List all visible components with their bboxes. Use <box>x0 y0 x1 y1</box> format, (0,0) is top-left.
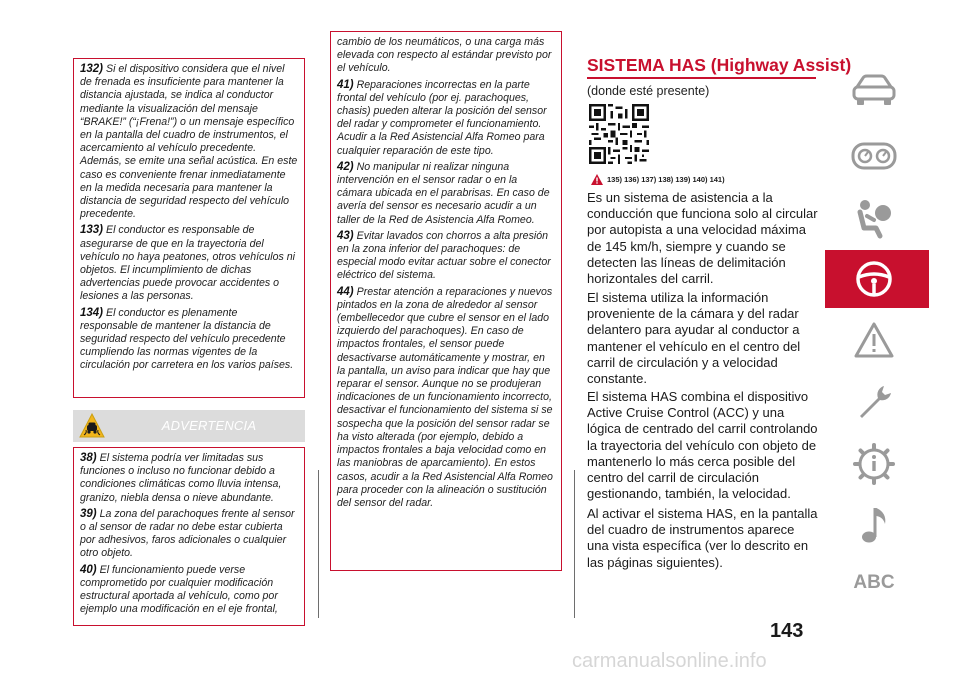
note-text: El conductor es plenamente responsable de mantener la distancia de seguridad respecto del vehículo precedente cumpliendo las normas vigentes de la circulación por carretera en los varios países. <box>80 306 294 372</box>
note-42 <box>337 161 555 227</box>
qr-code-icon[interactable] <box>589 104 649 164</box>
sidebar-item-car[interactable] <box>838 62 910 118</box>
sidebar-item-safety[interactable] <box>838 190 910 246</box>
note-text: La zona del parachoques frente al sensor o al sensor de radar no debe estar cubierta por adhesivos, faros adicionales o cualquier otro objeto. <box>80 507 295 560</box>
note-number: 39) <box>80 507 97 520</box>
note-134 <box>80 307 298 373</box>
note-number: 42) <box>337 160 354 173</box>
section-subtitle: (donde esté presente) <box>587 84 710 98</box>
note-39 <box>80 508 298 561</box>
note-number: 133) <box>80 224 104 237</box>
note-41 <box>337 79 555 158</box>
section-title: SISTEMA HAS (Highway Assist) <box>587 55 852 75</box>
note-number: 41) <box>337 78 354 91</box>
sidebar-item-index[interactable]: ABC <box>853 572 895 593</box>
sidebar-item-driving[interactable] <box>838 251 910 307</box>
airbag-seat-icon <box>852 196 896 240</box>
body-paragraph: El sistema utiliza la información proveniente de la cámara y del radar delantero para ayudar al conductor a mantener el vehículo en el centro del carril de circulación y a velocidad constante. <box>587 290 801 387</box>
note-text: Evitar lavados con chorros a alta presión en la zona inferior del parachoques: de especial modo evitar actuar sobre el conector eléctrico del sistema. <box>337 229 551 282</box>
body-paragraph: Al activar el sistema HAS, en la pantalla del cuadro de instrumentos aparece una vista específica (ver lo descrito en las páginas siguientes). <box>587 506 818 570</box>
warning-title: ADVERTENCIA <box>161 418 257 433</box>
section-title-rule <box>587 77 816 79</box>
car-skid-warning-icon <box>79 413 105 439</box>
note-number: 43) <box>337 229 354 242</box>
note-text: cambio de los neumáticos, o una carga más elevada con respecto al estándar previsto por el vehículo. <box>337 36 552 75</box>
info-gear-icon <box>853 443 895 485</box>
note-number: 40) <box>80 563 97 576</box>
note-text: Reparaciones incorrectas en la parte frontal del vehículo (por ej. parachoques, chasis) pueden alterar la posición del sensor del radar y comprometer el funcionamiento. Acudir a la Red Asistencial Alfa Romeo para cualquier reparación de este tipo. <box>337 78 547 157</box>
body-paragraph: Es un sistema de asistencia a la conducción que funciona solo al circular por autopista a una velocidad máxima de 145 km/h, siempre y cuando se detecten las líneas de delimitación horizontales del carril. <box>587 190 818 287</box>
page-number: 143 <box>770 620 804 642</box>
warning-triangle-icon <box>853 321 895 359</box>
instrument-cluster-icon <box>851 141 897 171</box>
note-40 <box>80 564 298 617</box>
note-number: 132) <box>80 63 104 75</box>
notes-box-132-134 <box>73 58 305 398</box>
notes-box-38-40 <box>73 447 305 626</box>
sidebar-item-emergency[interactable] <box>838 312 910 368</box>
wrench-icon <box>854 382 894 422</box>
sidebar-item-maintenance[interactable] <box>838 374 910 430</box>
reference-list: 135) 136) 137) 138) 139) 140) 141) <box>607 174 725 184</box>
note-number: 44) <box>337 285 354 298</box>
sidebar-item-instrument-cluster[interactable] <box>838 128 910 184</box>
warning-references <box>591 171 725 187</box>
note-44 <box>337 286 555 510</box>
steering-wheel-icon <box>854 259 894 299</box>
note-text: Si el dispositivo considera que el nivel de frenada es insuficiente para mantener la distancia ajustada, se indica al conductor mediante la visualización del mensaje “BRAKE!” (“¡Frena!”) o un mensaje específico en la pantalla del cuadro de instrumentos, el acercamiento al vehículo precedente. Además, se emite una señal acústica. En este caso es conveniente frenar inmediatamente en la medida necesaria para mantener la distancia de seguridad respecto del vehículo precedente. <box>80 63 298 221</box>
note-continued <box>337 36 555 76</box>
body-paragraph: El sistema HAS combina el dispositivo Active Cruise Control (ACC) y una lógica de centrado del carril controlando la trayectoria del vehículo con objeto de mantenerlo lo más cerca posible del centro del carril de circulación gestionando, también, la velocidad. <box>587 389 818 502</box>
warning-banner <box>73 410 305 442</box>
note-text: El conductor es responsable de asegurarse de que en la trayectoria del vehículo no haya peatones, otros vehículos ni objetos. El incumplimiento de dichas advertencias puede provocar accidentes o lesiones a las personas. <box>80 224 295 303</box>
column-divider <box>574 470 575 618</box>
sidebar-item-technical-data[interactable] <box>838 436 910 492</box>
column-divider <box>318 470 319 618</box>
watermark: carmanualsonline.info <box>572 650 767 672</box>
note-text: Prestar atención a reparaciones y nuevos pintados en la zona de alrededor al sensor (embellecedor que cubre el sensor en el lado izquierdo del parachoques). En caso de impactos frontales, el sensor puede desactivarse automáticamente y mostrar, en la pantalla, un aviso para indicar que hay que reparar el sensor. Aunque no se produjeran indicaciones de un funcionamiento incorrecto, desactivar el funcionamiento del sistema si se sospecha que la posición del sensor radar se ha visto alterada (por ejemplo, debido a impactos frontales a baja velocidad como en las maniobras de aparcamiento). En estos casos, acudir a la Red Asistencial Alfa Romeo para proceder con la alineación o sustitución del sensor del radar. <box>337 285 553 509</box>
note-38 <box>80 452 298 505</box>
notes-box-41-44 <box>330 31 562 571</box>
music-note-icon <box>857 504 891 546</box>
note-text: El sistema podría ver limitadas sus funciones o incluso no funcionar debido a condiciones climáticas como lluvia intensa, granizo, niebla densa o nieve abundante. <box>80 452 282 504</box>
note-number: 134) <box>80 306 104 319</box>
warning-triangle-icon <box>591 174 603 185</box>
note-133 <box>80 224 298 303</box>
note-number: 38) <box>80 452 97 464</box>
note-132 <box>80 63 298 221</box>
note-text: No manipular ni realizar ninguna intervención en el sensor radar o en la cámara ubicada en el parabrisas. En caso de avería del sensor es necesario acudir a un taller de la Red de Asistencia Alfa Romeo. <box>337 160 550 226</box>
sidebar-item-multimedia[interactable] <box>838 497 910 553</box>
note-text: El funcionamiento puede verse comprometido por cualquier modificación estructural aportada al vehículo, como por ejemplo una modificación en el eje frontal, <box>80 563 278 616</box>
car-icon <box>851 73 897 107</box>
note-43 <box>337 230 555 283</box>
